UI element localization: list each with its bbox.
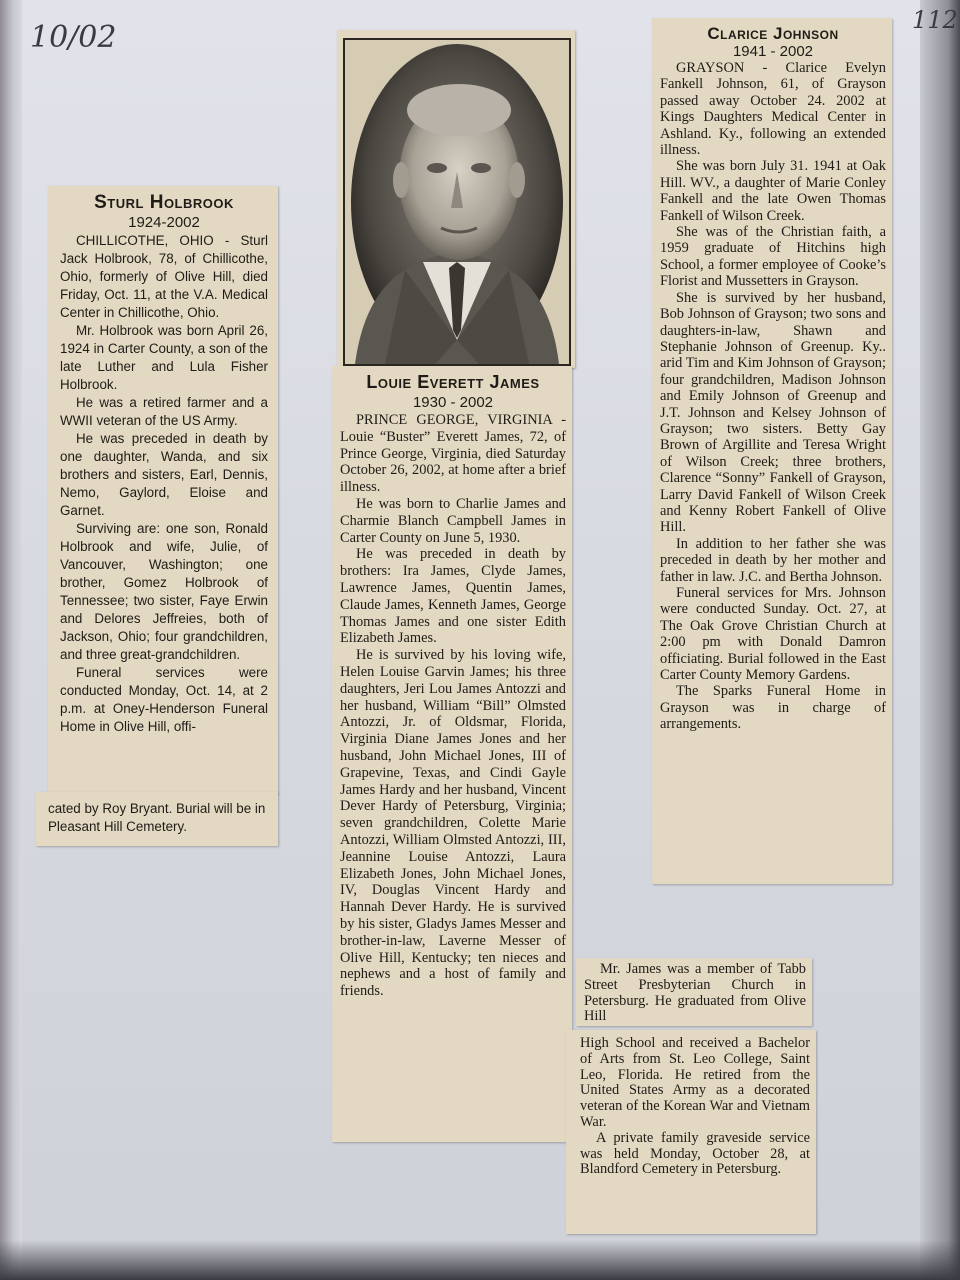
obituary-paragraph: Mr. James was a member of Tabb Street Presbyterian Church in Petersburg. He graduated from Olive Hill	[584, 961, 806, 1025]
obituary-paragraph: The Sparks Funeral Home in Grayson was in charge of arrangements.	[660, 683, 886, 733]
obituary-paragraph: She was born July 31. 1941 at Oak Hill. WV., a daughter of Marie Conley Fankell and the late Owen Thomas Fankell of Wilson Creek.	[660, 158, 886, 224]
obituary-paragraph: He is survived by his loving wife, Helen Louise Garvin James; his three daughters, Jeri Lou James Antozzi and her husband, William “Bill” Olmsted Antozzi, Jr. of Oldsmar, Florida, Virginia Diane James Jones and her husband, John Michael Jones, III of Grapevine, Texas, and Cindi Gayle James Hardy and her husband, Vincent Dever Hardy of Petersburg, Virginia; seven grandchildren, Colette Marie Antozzi, William Olmsted Antozzi, III, Jeannine Louise Antozzi, Laura Elizabeth Jones, John Michael Jones, IV, Douglas Vincent Hardy and Hannah Dever Hardy. He is survived by his sister, Gladys James Messer and brother-in-law, Laverne Messer of Olive Hill, Kentucky; ten nieces and nephews and a host of family and friends.	[340, 647, 566, 1000]
obituary-paragraph: He was preceded in death by one daughter, Wanda, and six brothers and sisters, Earl, Dennis, Nemo, Gaylord, Eloise and Garnet.	[60, 431, 268, 518]
binder-edge-right	[920, 0, 960, 1280]
obituary-james-continuation-top	[576, 958, 812, 1026]
obituary-holbrook-continuation	[36, 792, 278, 846]
binder-edge-left	[0, 0, 22, 1280]
obituary-name: Clarice Johnson	[707, 24, 839, 43]
obituary-paragraph: A private family graveside service was held Monday, October 28, at Blandford Cemetery in Petersburg.	[580, 1129, 810, 1178]
obituary-paragraph: High School and received a Bachelor of Arts from St. Leo College, Saint Leo, Florida. He retired from the United States Army as a decorated veteran of the Korean War and Vietnam War.	[580, 1035, 810, 1130]
obituary-paragraph: He was born to Charlie James and Charmie Blanch Campbell James in Carter County on June 5, 1930.	[340, 495, 566, 546]
obituary-paragraph: PRINCE GEORGE, VIRGINIA - Louie “Buster” Everett James, 72, of Prince George, Virginia, died Saturday October 26, 2002, at home after a brief illness.	[340, 412, 566, 496]
obituary-body	[660, 60, 886, 733]
obituary-continuation-text: cated by Roy Bryant. Burial will be in Pleasant Hill Cemetery.	[48, 801, 266, 834]
obituary-years: 1930 - 2002	[412, 394, 494, 411]
obituary-paragraph: Mr. Holbrook was born April 26, 1924 in Carter County, a son of the late Luther and Lula Fisher Holbrook.	[60, 323, 268, 392]
portrait-photo	[343, 38, 571, 366]
obituary-paragraph: He was preceded in death by brothers: Ira James, Clyde James, Lawrence James, Quentin James, Claude James, Kenneth James, George Thomas James and one sister Edith Elizabeth James.	[340, 546, 566, 647]
handwritten-page-number: 112	[912, 6, 958, 34]
obituary-paragraph: Funeral services were conducted Monday, Oct. 14, at 2 p.m. at Oney-Henderson Funeral Home in Olive Hill, offi-	[60, 665, 268, 734]
obituary-paragraph: CHILLICOTHE, OHIO - Sturl Jack Holbrook, 78, of Chillicothe, Ohio, formerly of Olive Hill, died Friday, Oct. 11, at the V.A. Medical Center in Chillicothe, Ohio.	[60, 233, 268, 320]
obituary-years: 1941 - 2002	[732, 43, 814, 60]
obituary-name: Sturl Holbrook	[94, 192, 234, 213]
obituary-years: 1924-2002	[128, 214, 200, 231]
obituary-james-continuation-bottom	[566, 1030, 816, 1234]
obituary-holbrook	[48, 186, 278, 794]
obituary-james	[332, 366, 572, 1142]
obituary-paragraph: Surviving are: one son, Ronald Holbrook and wife, Julie, of Vancouver, Washington; one brother, Gomez Holbrook of Tennessee; two sister, Faye Erwin and Delores Jeffreies, both of Jackson, Ohio; four grandchildren, and three great-grandchildren.	[60, 521, 268, 662]
obituary-paragraph: Funeral services for Mrs. Johnson were conducted Sunday. Oct. 27, at The Oak Grove Christian Church at 2:00 pm with Donald Damron officiating. Burial followed in the East Carter County Memory Gardens.	[660, 585, 886, 684]
obituary-paragraph: GRAYSON - Clarice Evelyn Fankell Johnson, 61, of Grayson passed away October 24. 2002 at Kings Daughters Medical Center in Ashland. Ky., following an extended illness.	[660, 60, 886, 159]
obituary-body	[584, 962, 806, 1025]
obituary-paragraph: In addition to her father she was preceded in death by her mother and father in law. J.C. and Bertha Johnson.	[660, 535, 886, 585]
obituary-body	[580, 1036, 810, 1178]
portrait-image	[345, 40, 569, 364]
obituary-paragraph: He was a retired farmer and a WWII veteran of the US Army.	[60, 395, 268, 428]
handwritten-date: 10/02	[30, 20, 117, 55]
obituary-johnson	[652, 18, 892, 884]
obituary-paragraph: She is survived by her husband, Bob Johnson of Grayson; two sons and daughters-in-law, Shawn and Stephanie Johnson of Greenup. Ky.. arid Tim and Kim Johnson of Grayson; four grandchildren, Madison Johnson and Emily Johnson of Greenup and J.T. Johnson and Kelsey Johnson of Grayson; two sisters. Betty Gay Brown of Argillite and Teresa Wright of Wilson Creek; three brothers, Clarence “Sonny” Fankell of Grayson, Larry David Fankell of Wilson Creek and Kenny Robert Fankell of Olive Hill.	[660, 289, 886, 536]
obituary-name: Louie Everett James	[366, 372, 540, 392]
page-bottom-shadow	[0, 1240, 960, 1280]
obituary-body	[340, 412, 566, 1000]
obituary-body	[60, 232, 268, 736]
obituary-paragraph: She was of the Christian faith, a 1959 graduate of Hitchins high School, a former employee of Cooke’s Florist and Mussetters in Grayson.	[660, 224, 886, 290]
